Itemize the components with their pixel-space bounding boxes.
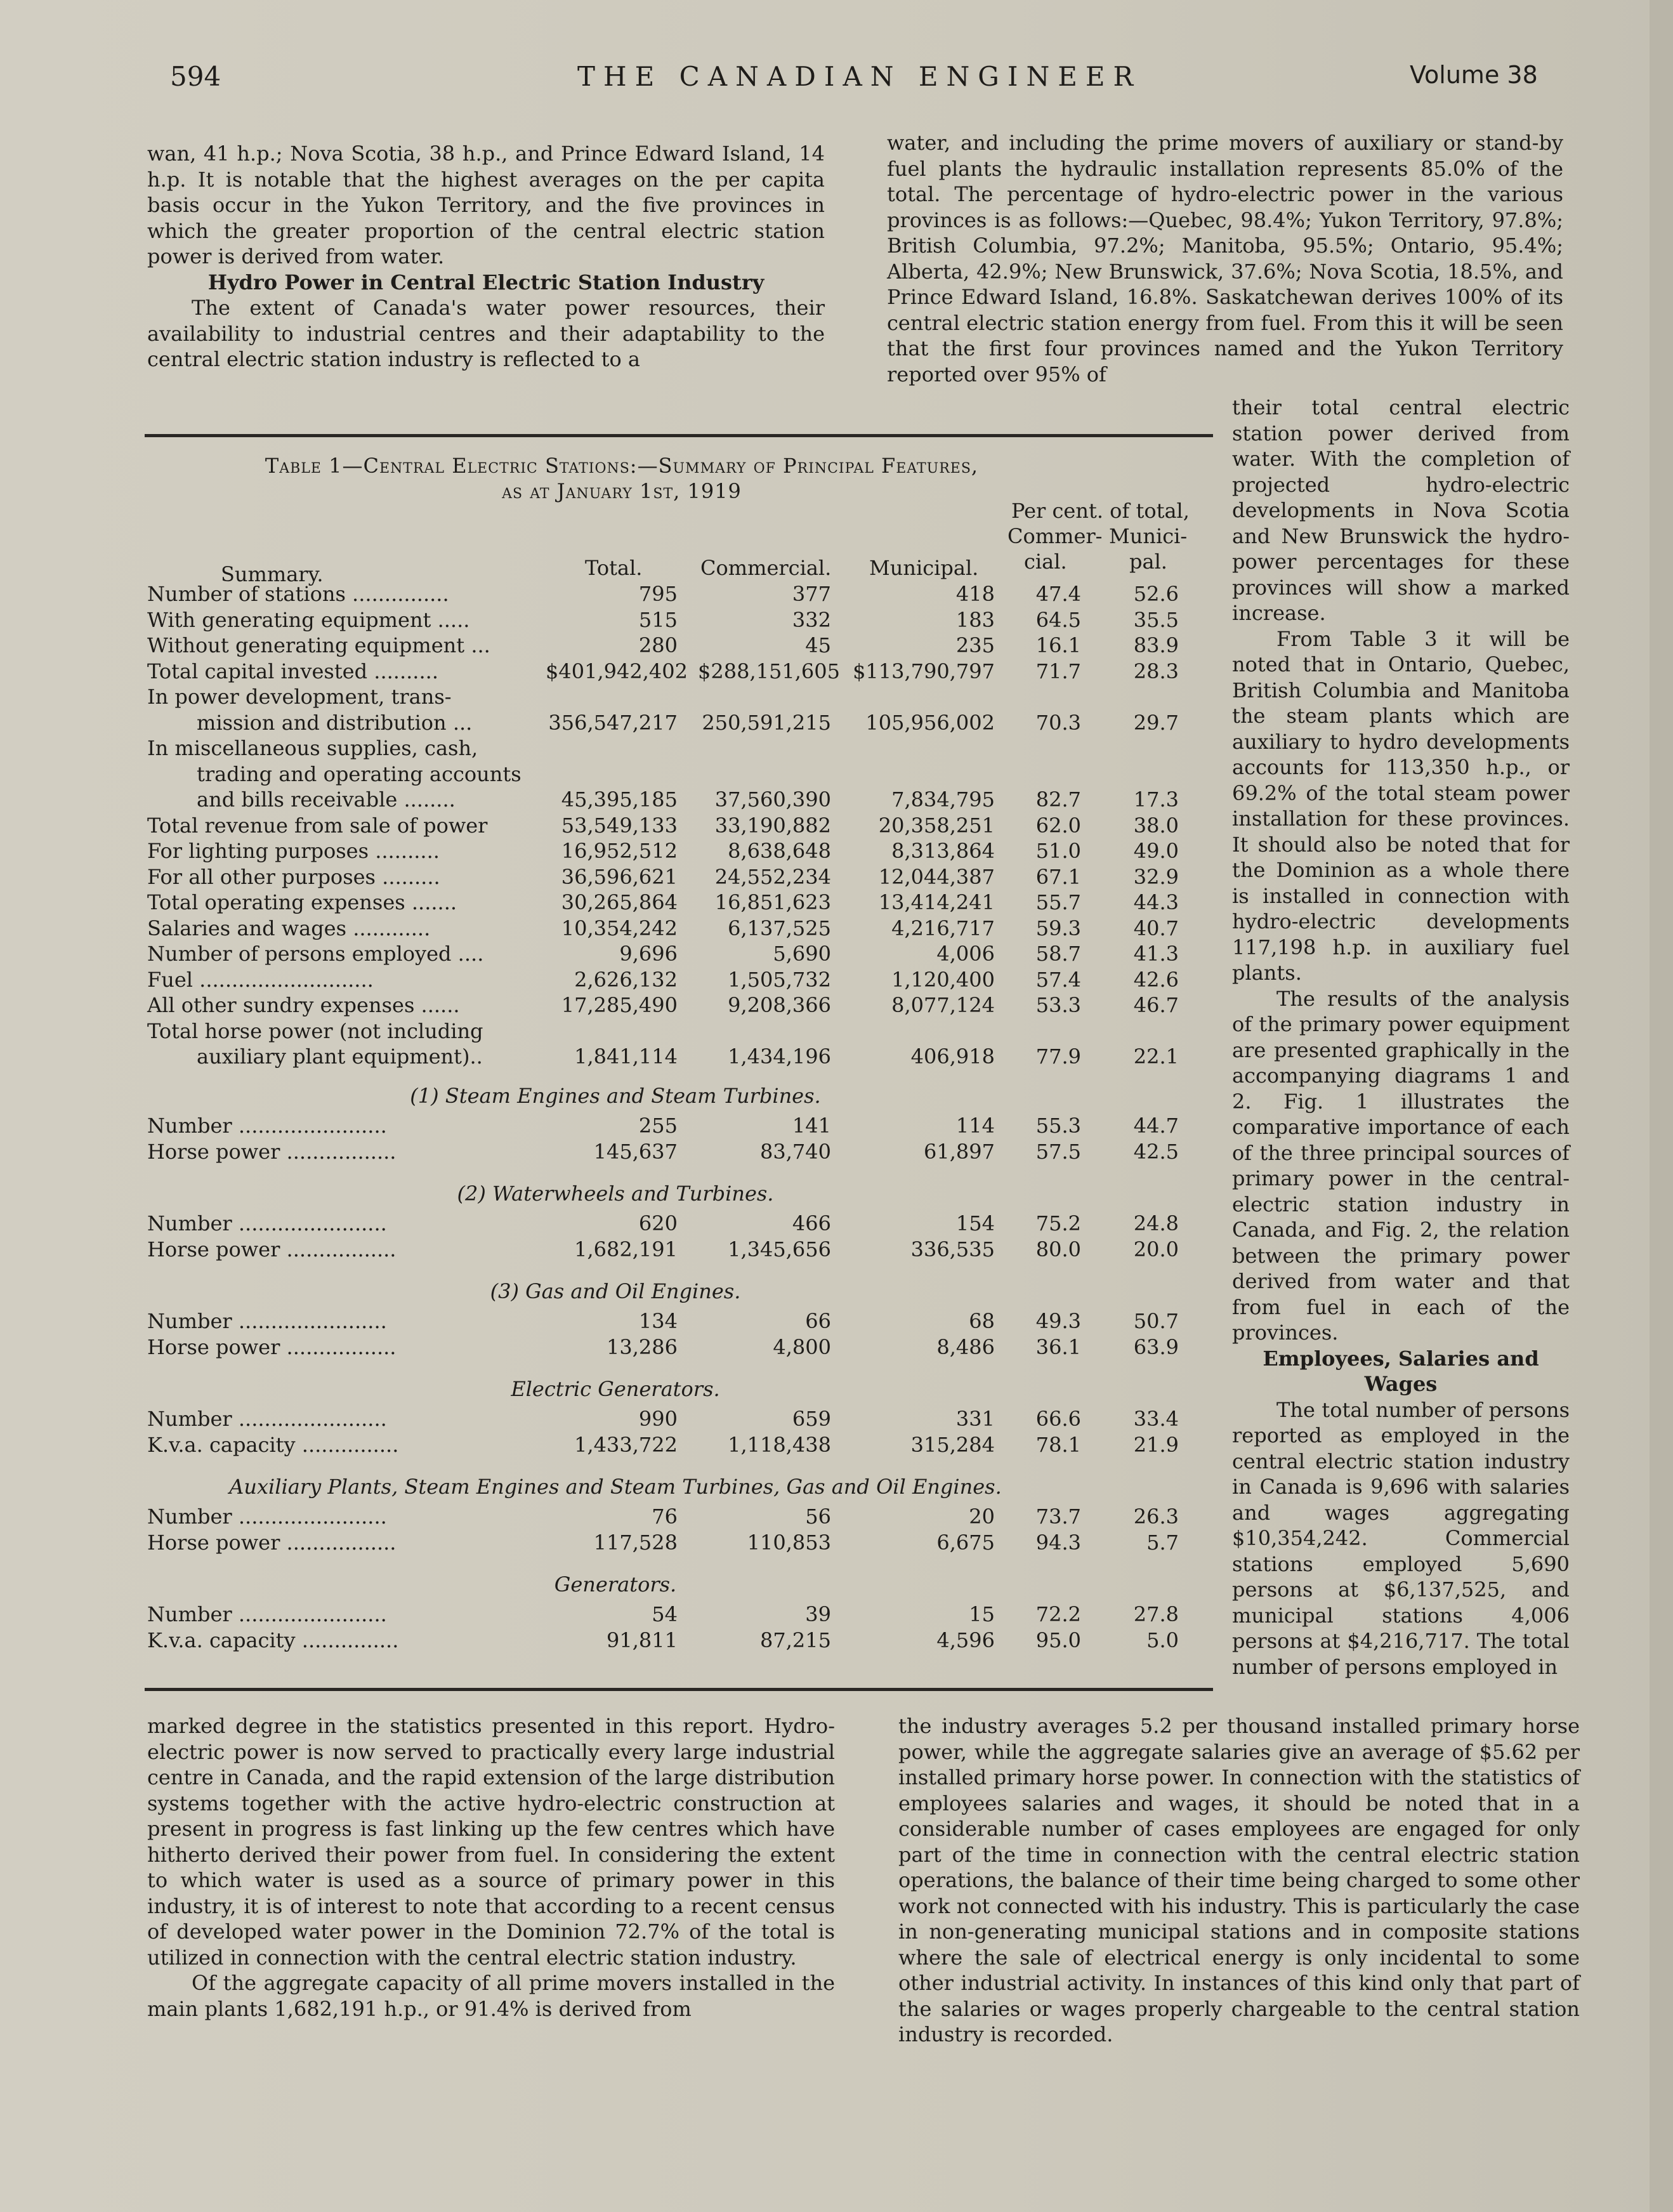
pct-commercial-cell: 78.1	[1035, 1432, 1081, 1457]
commercial-cell: 6,137,525	[728, 916, 831, 940]
municipal-cell: 68	[969, 1309, 995, 1333]
pct-commercial-cell: 59.3	[1035, 916, 1081, 940]
row-label: K.v.a. capacity ...............	[147, 1628, 399, 1652]
municipal-cell: 15	[969, 1602, 995, 1626]
pct-mun-header: Munici-	[1109, 524, 1188, 548]
commercial-cell: 141	[792, 1114, 831, 1138]
commercial-cell: 56	[805, 1504, 831, 1529]
row-label: Number .......................	[147, 1407, 387, 1431]
paragraph: wan, 41 h.p.; Nova Scotia, 38 h.p., and Prince Edward Island, 14 h.p. It is notable that the highest averages on the per capita basis occur in the Yukon Territory, and the five provinces in which the greater proportion of the central electric station power is derived from water.	[147, 142, 825, 268]
row-label: Number .......................	[147, 1504, 387, 1529]
row-label: Salaries and wages ............	[147, 916, 431, 940]
pct-commercial-cell: 57.4	[1035, 967, 1081, 992]
pct-commercial-cell: 66.6	[1035, 1407, 1081, 1431]
municipal-cell: 418	[955, 582, 995, 606]
total-cell: 145,637	[593, 1139, 678, 1164]
total-cell: 990	[638, 1407, 678, 1431]
paragraph: The total number of persons reported as employed in the central electric station industry in Canada is 9,696 with salaries and wages aggregating $10,354,242. Commercial stations employed 5,690 persons at $6,137,525, and municipal stations 4,006 persons at $4,216,717. The total number of persons employed in	[1232, 1397, 1570, 1679]
total-cell: 45,395,185	[561, 787, 678, 812]
total-cell: 1,682,191	[574, 1237, 678, 1261]
pct-group-header: Per cent. of total,	[1011, 499, 1190, 523]
table-title-line: Table 1—Central Electric Stations:—Summary of Principal Features,	[265, 454, 979, 478]
pct-municipal-cell: 28.3	[1133, 659, 1179, 683]
section-title: Auxiliary Plants, Steam Engines and Steam Turbines, Gas and Oil Engines.	[229, 1475, 1002, 1499]
municipal-cell: 336,535	[910, 1237, 995, 1261]
pct-municipal-cell: 40.7	[1133, 916, 1179, 940]
section-title: Generators.	[554, 1572, 677, 1596]
pct-municipal-cell: 33.4	[1133, 1407, 1179, 1431]
paragraph: From Table 3 it will be noted that in Ontario, Quebec, British Columbia and Manitoba the steam plants which are auxiliary to hydro developments accounts for 113,350 h.p., or 69.2% of the total steam power installation for these provinces. It should also be noted that for the Dominion as a whole there is installed in connection with hydro-electric developments 117,198 h.p. in auxiliary fuel plants.	[1232, 626, 1570, 985]
top-left-column	[147, 141, 825, 372]
pct-comm-header: Commer-	[1007, 524, 1103, 548]
pct-commercial-cell: 62.0	[1035, 813, 1081, 838]
municipal-cell: 4,006	[936, 942, 995, 966]
pct-commercial-cell: 57.5	[1035, 1139, 1081, 1164]
pct-commercial-cell: 53.3	[1035, 993, 1081, 1017]
pct-mun-header-2: pal.	[1129, 550, 1167, 574]
municipal-cell: 183	[955, 607, 995, 632]
pct-municipal-cell: 63.9	[1133, 1334, 1179, 1359]
section-title: Electric Generators.	[511, 1377, 720, 1401]
pct-commercial-cell: 64.5	[1035, 607, 1081, 632]
total-cell: $401,942,402	[546, 659, 688, 683]
municipal-cell: 12,044,387	[878, 864, 995, 889]
municipal-cell: 20,358,251	[878, 813, 995, 838]
table-top-rule	[145, 434, 1213, 437]
section-title: (3) Gas and Oil Engines.	[490, 1279, 741, 1303]
commercial-cell: 37,560,390	[714, 787, 831, 812]
pct-municipal-cell: 38.0	[1133, 813, 1179, 838]
total-cell: 255	[638, 1114, 678, 1138]
total-cell: 2,626,132	[574, 967, 678, 992]
pct-municipal-cell: 24.8	[1133, 1211, 1179, 1235]
municipal-cell: 154	[955, 1211, 995, 1235]
row-label: Horse power .................	[147, 1139, 397, 1164]
total-header: Total.	[585, 556, 643, 580]
paragraph: The extent of Canada's water power resources, their availability to industrial centres and their adaptability to the central electric station industry is reflected to a	[147, 296, 825, 371]
commercial-cell: 1,118,438	[728, 1432, 831, 1457]
municipal-cell: 61,897	[924, 1139, 995, 1164]
total-cell: 30,265,864	[561, 890, 678, 914]
pct-municipal-cell: 50.7	[1133, 1309, 1179, 1333]
row-label: Horse power .................	[147, 1334, 397, 1359]
total-cell: 91,811	[607, 1628, 678, 1652]
municipal-cell: 8,077,124	[891, 993, 995, 1017]
pct-municipal-cell: 17.3	[1133, 787, 1179, 812]
commercial-cell: 466	[792, 1211, 831, 1235]
row-label: Number of persons employed ....	[147, 942, 484, 966]
commercial-cell: 4,800	[773, 1334, 831, 1359]
row-label: In power development, trans-	[147, 685, 452, 709]
total-cell: 620	[638, 1211, 678, 1235]
pct-commercial-cell: 71.7	[1035, 659, 1081, 683]
row-label: For lighting purposes ..........	[147, 839, 440, 863]
pct-commercial-cell: 82.7	[1035, 787, 1081, 812]
section-heading: Hydro Power in Central Electric Station Industry	[207, 270, 764, 294]
section-heading: Employees, Salaries and Wages	[1263, 1346, 1539, 1396]
pct-commercial-cell: 36.1	[1035, 1334, 1081, 1359]
pct-municipal-cell: 83.9	[1133, 633, 1179, 657]
total-cell: 16,952,512	[561, 839, 678, 863]
commercial-cell: 1,345,656	[728, 1237, 831, 1261]
pct-commercial-cell: 47.4	[1035, 582, 1081, 606]
municipal-header: Municipal.	[869, 556, 979, 580]
commercial-cell: 83,740	[760, 1139, 831, 1164]
commercial-cell: 1,434,196	[728, 1044, 831, 1069]
row-label: All other sundry expenses ......	[147, 993, 460, 1017]
municipal-cell: 6,675	[936, 1530, 995, 1555]
commercial-cell: 8,638,648	[728, 839, 831, 863]
pct-commercial-cell: 80.0	[1035, 1237, 1081, 1261]
total-cell: 13,286	[607, 1334, 678, 1359]
municipal-cell: 4,596	[936, 1628, 995, 1652]
total-cell: 54	[652, 1602, 678, 1626]
total-cell: 117,528	[593, 1530, 678, 1555]
commercial-cell: 66	[805, 1309, 831, 1333]
row-label: Total capital invested ..........	[147, 659, 438, 683]
pct-municipal-cell: 22.1	[1133, 1044, 1179, 1069]
commercial-cell: 24,552,234	[714, 864, 831, 889]
municipal-cell: 20	[969, 1504, 995, 1529]
paragraph: their total central electric station power derived from water. With the completion of projected hydro-electric developments in Nova Scotia and New Brunswick the hydro-power percentages for these provinces will show a marked increase.	[1232, 395, 1570, 625]
pct-municipal-cell: 41.3	[1133, 942, 1179, 966]
page-number: 594	[170, 61, 221, 92]
pct-municipal-cell: 32.9	[1133, 864, 1179, 889]
total-cell: 356,547,217	[548, 710, 678, 735]
municipal-cell: 13,414,241	[878, 890, 995, 914]
paragraph: water, and including the prime movers of auxiliary or stand-by fuel plants the hydraulic installation represents 85.0% of the total. The percentage of hydro-electric power in the various provinces is as follows:—Quebec, 98.4%; Yukon Territory, 97.8%; British Columbia, 97.2%; Manitoba, 95.5%; Ontario, 95.4%; Alberta, 42.9%; New Brunswick, 37.6%; Nova Scotia, 18.5%, and Prince Edward Island, 16.8%. Saskatchewan derives 100% of its central electric station energy from fuel. From this it will be seen that the first four provinces named and the Yukon Territory reported over 95% of	[887, 131, 1563, 386]
pct-commercial-cell: 95.0	[1035, 1628, 1081, 1652]
commercial-cell: 659	[792, 1407, 831, 1431]
municipal-cell: 1,120,400	[891, 967, 995, 992]
municipal-cell: 235	[955, 633, 995, 657]
total-cell: 36,596,621	[561, 864, 678, 889]
municipal-cell: 8,313,864	[891, 839, 995, 863]
pct-commercial-cell: 67.1	[1035, 864, 1081, 889]
total-cell: 134	[638, 1309, 678, 1333]
row-label: auxiliary plant equipment)..	[197, 1044, 483, 1069]
total-cell: 17,285,490	[561, 993, 678, 1017]
pct-municipal-cell: 46.7	[1133, 993, 1179, 1017]
pct-commercial-cell: 73.7	[1035, 1504, 1081, 1529]
municipal-cell: 406,918	[910, 1044, 995, 1069]
row-label: Number .......................	[147, 1602, 387, 1626]
pct-commercial-cell: 70.3	[1035, 710, 1081, 735]
commercial-cell: 377	[792, 582, 831, 606]
commercial-cell: 1,505,732	[728, 967, 831, 992]
commercial-cell: 45	[805, 633, 831, 657]
side-column	[1232, 395, 1570, 1680]
row-label: Fuel ...........................	[147, 967, 374, 992]
pct-municipal-cell: 20.0	[1133, 1237, 1179, 1261]
commercial-cell: 39	[805, 1602, 831, 1626]
row-label: Total horse power (not including	[147, 1018, 483, 1043]
table-title-line: as at January 1st, 1919	[502, 479, 742, 503]
row-label: Number .......................	[147, 1114, 387, 1138]
row-label: K.v.a. capacity ...............	[147, 1432, 399, 1457]
row-label: trading and operating accounts	[197, 761, 522, 786]
total-cell: 280	[638, 633, 678, 657]
page-edge	[1650, 0, 1673, 2212]
pct-municipal-cell: 21.9	[1133, 1432, 1179, 1457]
total-cell: 515	[638, 607, 678, 632]
row-label: Horse power .................	[147, 1530, 397, 1555]
top-right-column	[887, 130, 1563, 387]
bottom-left-column	[147, 1713, 835, 2022]
journal-title: THE CANADIAN ENGINEER	[577, 61, 1142, 92]
table-bottom-rule	[145, 1688, 1213, 1691]
pct-commercial-cell: 72.2	[1035, 1602, 1081, 1626]
pct-municipal-cell: 42.6	[1133, 967, 1179, 992]
pct-commercial-cell: 49.3	[1035, 1309, 1081, 1333]
total-cell: 53,549,133	[561, 813, 678, 838]
total-cell: 1,433,722	[574, 1432, 678, 1457]
pct-commercial-cell: 77.9	[1035, 1044, 1081, 1069]
pct-municipal-cell: 35.5	[1133, 607, 1179, 632]
commercial-cell: 9,208,366	[728, 993, 831, 1017]
pct-municipal-cell: 27.8	[1133, 1602, 1179, 1626]
pct-municipal-cell: 5.0	[1146, 1628, 1179, 1652]
commercial-cell: 332	[792, 607, 831, 632]
row-label: Without generating equipment ...	[147, 633, 490, 657]
row-label: Number .......................	[147, 1211, 387, 1235]
pct-commercial-cell: 55.3	[1035, 1114, 1081, 1138]
paragraph: the industry averages 5.2 per thousand installed primary horse power, while the aggregate salaries give an average of $5.62 per installed primary horse power. In connection with the statistics of employees salaries and wages, it should be noted that in a considerable number of cases employees are engaged for only part of the time in connection with the central electric station operations, the balance of their time being charged to some other work not connected with his industry. This is particularly the case in non-generating municipal stations and in composite stations where the sale of electrical energy is only incidental to some other industrial activity. In instances of this kind only that part of the salaries or wages properly chargeable to the central station industry is recorded.	[898, 1714, 1580, 2046]
municipal-cell: 4,216,717	[891, 916, 995, 940]
commercial-cell: 5,690	[773, 942, 831, 966]
municipal-cell: 315,284	[910, 1432, 995, 1457]
commercial-cell: 16,851,623	[714, 890, 831, 914]
section-title: (2) Waterwheels and Turbines.	[457, 1182, 774, 1206]
municipal-cell: 8,486	[936, 1334, 995, 1359]
pct-municipal-cell: 44.3	[1133, 890, 1179, 914]
row-label: Number of stations ...............	[147, 582, 449, 606]
total-cell: 795	[638, 582, 678, 606]
commercial-cell: 250,591,215	[702, 710, 831, 735]
pct-municipal-cell: 49.0	[1133, 839, 1179, 863]
municipal-cell: 7,834,795	[891, 787, 995, 812]
pct-municipal-cell: 44.7	[1133, 1114, 1179, 1138]
row-label: and bills receivable ........	[197, 787, 456, 812]
row-label: With generating equipment .....	[147, 607, 470, 632]
pct-municipal-cell: 42.5	[1133, 1139, 1179, 1164]
commercial-header: Commercial.	[700, 556, 832, 580]
row-label: For all other purposes .........	[147, 864, 440, 889]
table-title	[146, 453, 1098, 504]
commercial-cell: 110,853	[747, 1530, 831, 1555]
commercial-cell: 33,190,882	[714, 813, 831, 838]
pct-municipal-cell: 5.7	[1146, 1530, 1179, 1555]
total-cell: 10,354,242	[561, 916, 678, 940]
pct-municipal-cell: 29.7	[1133, 710, 1179, 735]
row-label: Total operating expenses .......	[147, 890, 457, 914]
pct-commercial-cell: 58.7	[1035, 942, 1081, 966]
pct-commercial-cell: 16.1	[1035, 633, 1081, 657]
pct-commercial-cell: 75.2	[1035, 1211, 1081, 1235]
total-cell: 9,696	[619, 942, 678, 966]
municipal-cell: $113,790,797	[853, 659, 995, 683]
municipal-cell: 105,956,002	[865, 710, 995, 735]
row-label: In miscellaneous supplies, cash,	[147, 736, 478, 760]
commercial-cell: $288,151,605	[698, 659, 840, 683]
paragraph: marked degree in the statistics presented in this report. Hydro-electric power is now served to practically every large industrial centre in Canada, and the rapid extension of the large distribution systems together with the active hydro-electric construction at present in progress is fast linking up the few centres which have hitherto derived their power from fuel. In considering the extent to which water is used as a source of primary power in this industry, it is of interest to note that according to a recent census of developed water power in the Dominion 72.7% of the total is utilized in connection with the central electric station industry.	[147, 1714, 835, 1970]
row-label: Horse power .................	[147, 1237, 397, 1261]
commercial-cell: 87,215	[760, 1628, 831, 1652]
pct-municipal-cell: 26.3	[1133, 1504, 1179, 1529]
total-cell: 1,841,114	[574, 1044, 678, 1069]
summary-header: Summary.	[221, 562, 324, 586]
municipal-cell: 114	[955, 1114, 995, 1138]
pct-commercial-cell: 51.0	[1035, 839, 1081, 863]
paragraph: Of the aggregate capacity of all prime movers installed in the main plants 1,682,191 h.p., or 91.4% is derived from	[147, 1971, 835, 2021]
paragraph: The results of the analysis of the primary power equipment are presented graphically in the accompanying diagrams 1 and 2. Fig. 1 illustrates the comparative importance of each of the three principal sources of primary power in the central-electric station industry in Canada, and Fig. 2, the relation between the primary power derived from water and that from fuel in each of the provinces.	[1232, 986, 1570, 1345]
volume-label: Volume 38	[1410, 61, 1538, 89]
row-label: mission and distribution ...	[197, 710, 473, 735]
pct-commercial-cell: 55.7	[1035, 890, 1081, 914]
municipal-cell: 331	[955, 1407, 995, 1431]
bottom-right-column	[898, 1713, 1580, 2048]
row-label: Total revenue from sale of power	[147, 813, 488, 838]
section-title: (1) Steam Engines and Steam Turbines.	[410, 1084, 821, 1108]
pct-municipal-cell: 52.6	[1133, 582, 1179, 606]
total-cell: 76	[652, 1504, 678, 1529]
pct-comm-header-2: cial.	[1024, 550, 1067, 574]
pct-commercial-cell: 94.3	[1035, 1530, 1081, 1555]
row-label: Number .......................	[147, 1309, 387, 1333]
